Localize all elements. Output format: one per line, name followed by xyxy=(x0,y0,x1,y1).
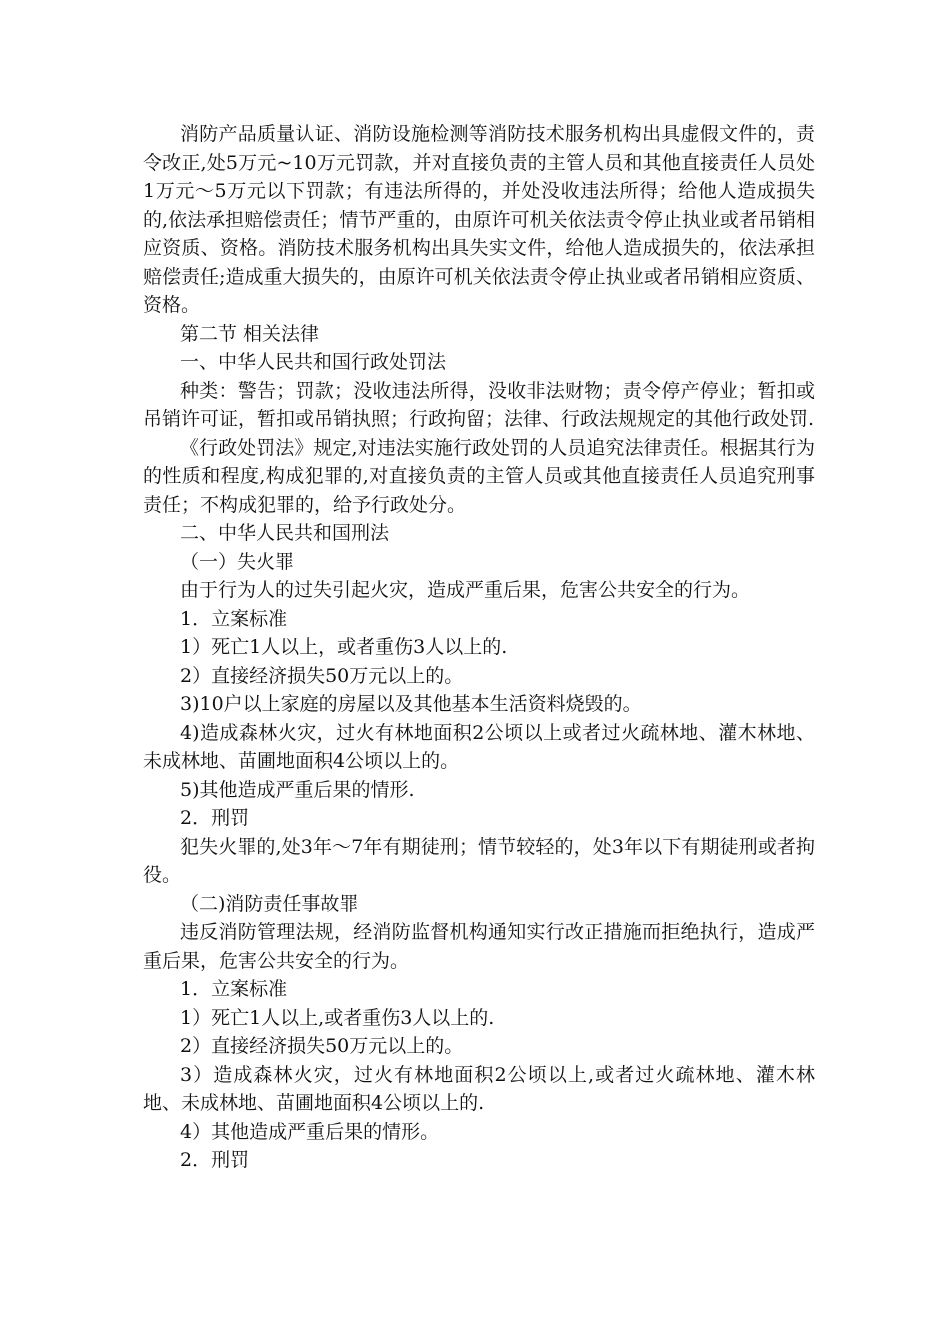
list-item: 3）造成森林火灾，过火有林地面积2公顷以上,或者过火疏林地、灌木林地、未成林地、苗圃地面积4公顷以上的. xyxy=(143,1063,815,1114)
paragraph-definition: 违反消防管理法规，经消防监督机构通知实行改正措施而拒绝执行，造成严重后果，危害公共安全的行为。 xyxy=(143,921,815,972)
list-item: 3)10户以上家庭的房屋以及其他基本生活资料烧毁的。 xyxy=(180,693,642,715)
list-heading-filing-standard: 1．立案标准 xyxy=(180,607,288,630)
list-heading-filing-standard: 1．立案标准 xyxy=(180,978,288,1000)
list-item: 5)其他造成严重后果的情形. xyxy=(180,778,415,801)
document-body xyxy=(143,120,815,1175)
list-item: 1）死亡1人以上,或者重伤3人以上的. xyxy=(180,1006,495,1029)
section-heading: 第二节 相关法律 xyxy=(180,322,320,345)
list-heading-punishment: 2．刑罚 xyxy=(180,1149,250,1171)
law-heading-administrative-penalty: 一、中华人民共和国行政处罚法 xyxy=(180,351,447,373)
law-heading-criminal-law: 二、中华人民共和国刑法 xyxy=(180,522,390,544)
list-item: 2）直接经济损失50万元以上的。 xyxy=(180,664,464,687)
paragraph-penalty-types: 种类：警告；罚款；没收违法所得，没收非法财物；责令停产停业；暂扣或吊销许可证，暂扣或吊销执照；行政拘留；法律、行政法规规定的其他行政处罚. xyxy=(143,379,815,430)
list-item: 4）其他造成严重后果的情形。 xyxy=(180,1120,440,1143)
list-heading-punishment: 2．刑罚 xyxy=(180,807,250,829)
paragraph-punishment: 犯失火罪的,处3年～7年有期徒刑；情节较轻的，处3年以下有期徒刑或者拘役。 xyxy=(143,835,815,886)
paragraph-legal-liability: 《行政处罚法》规定,对违法实施行政处罚的人员追究法律责任。根据其行为的性质和程度,构成犯罪的,对直接负责的主管人员或其他直接责任人员追究刑事责任；不构成犯罪的，给予行政处分。 xyxy=(143,436,815,516)
list-item: 2）直接经济损失50万元以上的。 xyxy=(180,1035,464,1057)
paragraph-definition: 由于行为人的过失引起火灾，造成严重后果，危害公共安全的行为。 xyxy=(180,579,751,601)
paragraph-fire-service-penalty: 消防产品质量认证、消防设施检测等消防技术服务机构出具虚假文件的，责令改正,处5万元~10万元罚款，并对直接负责的主管人员和其他直接责任人员处1万元～5万元以下罚款；有违法所得的，并处没收违法所得；给他人造成损失的,依法承担赔偿责任；情节严重的，由原许可机关依法责令停止执业或者吊销相应资质、资格。消防技术服务机构出具失实文件，给他人造成损失的，依法承担赔偿责任;造成重大损失的，由原许可机关依法责令停止执业或者吊销相应资质、资格。 xyxy=(143,123,815,316)
list-item: 1）死亡1人以上，或者重伤3人以上的. xyxy=(180,636,508,658)
list-item: 4)造成森林火灾，过火有林地面积2公顷以上或者过火疏林地、灌木林地、未成林地、苗圃地面积4公顷以上的。 xyxy=(143,721,815,772)
subheading-arson-negligence: （一）失火罪 xyxy=(180,550,295,573)
subheading-fire-liability-accident: （二)消防责任事故罪 xyxy=(180,892,359,915)
